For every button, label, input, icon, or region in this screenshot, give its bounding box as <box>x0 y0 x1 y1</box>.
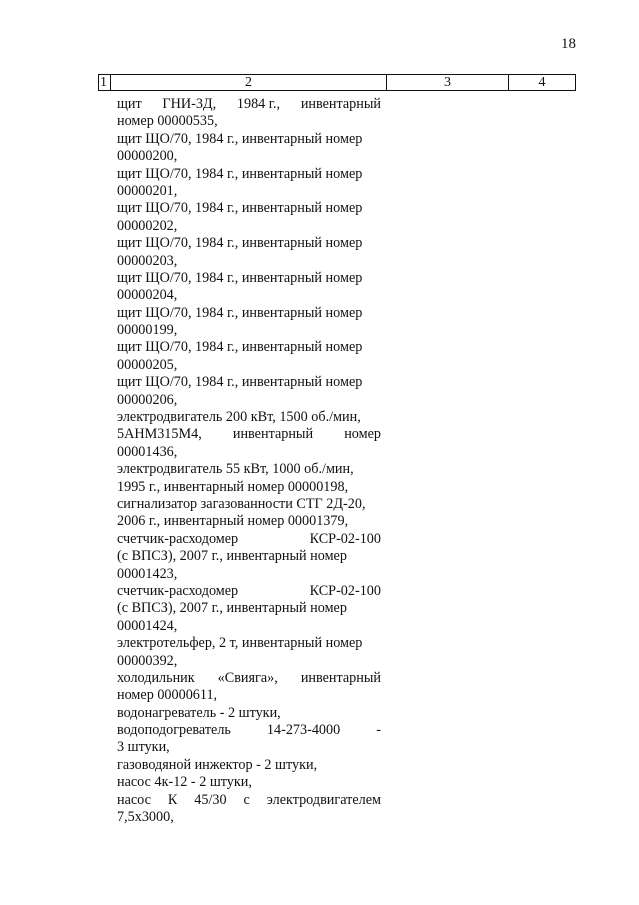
text-line: 00000392, <box>117 652 178 669</box>
text-word: инвентарный <box>300 96 381 112</box>
text-word: КСР-02-100 <box>309 530 381 547</box>
text-word: инвентарный <box>232 426 314 443</box>
text-line: электротельфер, 2 т, инвентарный номер <box>117 635 363 652</box>
text-word: холодильник <box>117 669 195 686</box>
text-line: 7,5х3000, <box>117 809 174 826</box>
text-line: щит ЩО/70, 1984 г., инвентарный номер <box>117 200 363 217</box>
text-word: 1984 г., <box>236 96 281 112</box>
text-word: с <box>243 791 250 808</box>
text-line: сигнализатор загазованности СТГ 2Д-20, <box>117 495 366 512</box>
equipment-list-text <box>117 96 381 826</box>
text-word: К <box>167 791 178 808</box>
text-line: 00000200, <box>117 148 178 165</box>
text-line: номер 00000535, <box>117 113 218 130</box>
text-line: щит ЩО/70, 1984 г., инвентарный номер <box>117 269 363 286</box>
column-header-1: 1 <box>98 75 110 90</box>
text-word: счетчик-расходомер <box>117 530 239 547</box>
text-word: номер <box>344 426 381 443</box>
text-word: щит <box>117 96 142 112</box>
text-line: 00000204, <box>117 287 178 304</box>
text-line: 00000202, <box>117 217 178 234</box>
text-line: электродвигатель 200 кВт, 1500 об./мин, <box>117 409 361 426</box>
text-line: щит ЩО/70, 1984 г., инвентарный номер <box>117 339 363 356</box>
text-line: 00001423, <box>117 565 178 582</box>
text-line <box>117 96 381 113</box>
page-number: 18 <box>561 36 576 52</box>
text-line <box>117 426 381 443</box>
text-line: 00000203, <box>117 252 178 269</box>
table-header-row <box>98 74 576 91</box>
text-word: 5АНМ315М4, <box>117 426 202 443</box>
text-line: 00000206, <box>117 391 178 408</box>
text-line <box>117 531 381 548</box>
text-line: 00000205, <box>117 356 178 373</box>
text-line: 3 штуки, <box>117 739 170 756</box>
text-line: щит ЩО/70, 1984 г., инвентарный номер <box>117 165 363 182</box>
text-line: 1995 г., инвентарный номер 00000198, <box>117 478 349 495</box>
column-header-2: 2 <box>110 75 386 90</box>
text-line <box>117 670 381 687</box>
text-line <box>117 722 381 739</box>
text-line: газоводяной инжектор - 2 штуки, <box>117 756 318 773</box>
text-line <box>117 792 381 809</box>
text-line <box>117 583 381 600</box>
text-line: щит ЩО/70, 1984 г., инвентарный номер <box>117 130 363 147</box>
text-word: КСР-02-100 <box>309 582 381 599</box>
text-line: 00001424, <box>117 617 178 634</box>
text-line: насос 4к-12 - 2 штуки, <box>117 774 252 791</box>
text-word: 45/30 <box>194 791 227 808</box>
text-line: щит ЩО/70, 1984 г., инвентарный номер <box>117 235 363 252</box>
text-word: - <box>376 722 381 739</box>
text-word: инвентарный <box>300 669 381 686</box>
text-line: (с ВПСЗ), 2007 г., инвентарный номер <box>117 600 347 617</box>
text-line: 00001436, <box>117 443 178 460</box>
text-word: счетчик-расходомер <box>117 582 239 599</box>
text-word: насос <box>117 791 151 808</box>
column-header-4: 4 <box>508 75 576 90</box>
text-word: 14-273-4000 <box>266 722 341 739</box>
text-word: водоподогреватель <box>117 722 231 739</box>
text-word: электродвигателем <box>266 791 381 808</box>
text-line: 00000199, <box>117 322 178 339</box>
column-header-3: 3 <box>386 75 508 90</box>
text-word: «Свияга», <box>217 669 278 686</box>
text-line: щит ЩО/70, 1984 г., инвентарный номер <box>117 304 363 321</box>
text-line: (с ВПСЗ), 2007 г., инвентарный номер <box>117 548 347 565</box>
text-line: 2006 г., инвентарный номер 00001379, <box>117 513 349 530</box>
text-line: номер 00000611, <box>117 687 218 704</box>
text-line: 00000201, <box>117 182 178 199</box>
text-line: водонагреватель - 2 штуки, <box>117 704 281 721</box>
text-word: ГНИ-3Д, <box>162 96 217 112</box>
text-line: электродвигатель 55 кВт, 1000 об./мин, <box>117 461 354 478</box>
text-line: щит ЩО/70, 1984 г., инвентарный номер <box>117 374 363 391</box>
